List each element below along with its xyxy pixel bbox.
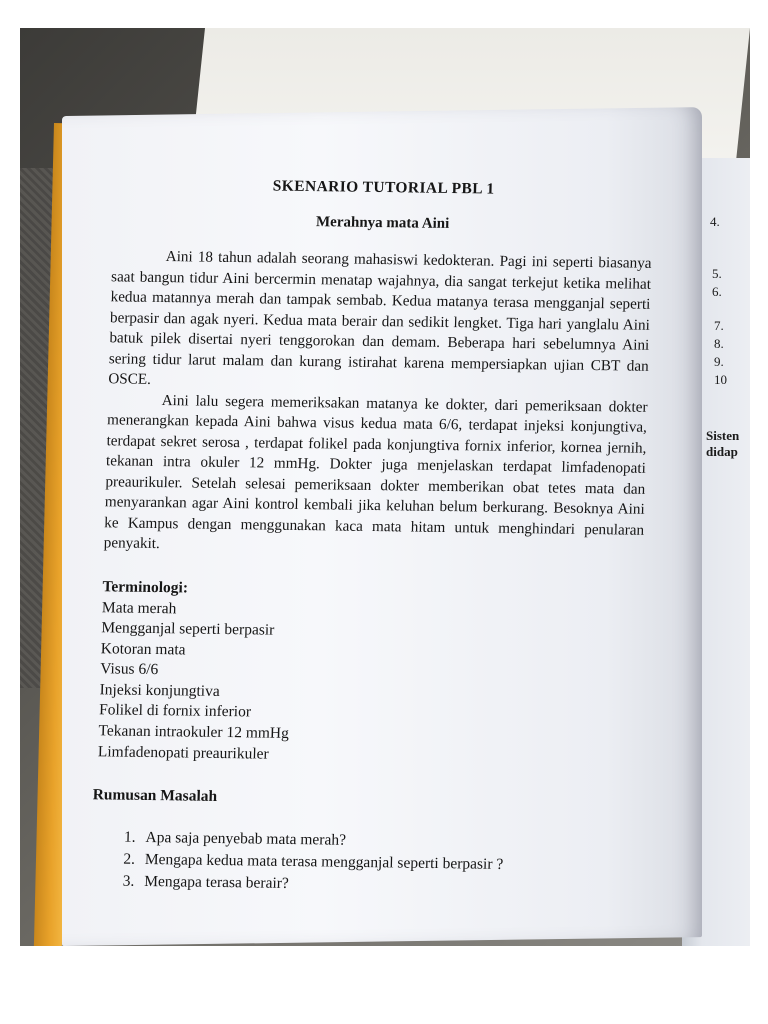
book-page [62,107,702,946]
list-item: Visus 6/6 [99,660,159,679]
right-page-number: 7. [714,318,724,333]
list-item: Injeksi konjungtiva [99,681,220,700]
list-item: 2. Mengapa kedua mata terasa mengganjal seperti berpasir ? [139,849,635,878]
scenario-paragraph-1: Aini 18 tahun adalah seorang mahasiswi kedokteran. Pagi ini seperti biasanya saat bangun tidur Aini bercermin menatap wajahnya, dia sangat terkejut ketika melihat kedua matannya merah dan tampak sembab. Kedua matanya terasa mengganjal seperti berpasir dan agak nyeri. Kedua mata berair dan sedikit lengket. Tiga hari yanglalu Aini batuk pilek disertai nyeri tenggorokan dan demam. Beberapa hari sebelumnya Aini sering tidur larut malam dan kurang istirahat karena mempersiapkan ujian CBT dan OSCE. [108,248,652,388]
rumusan-masalah-list [94,827,636,901]
right-page-number: 6. [712,284,722,299]
list-item: Kotoran mata [100,639,186,659]
terminologi-heading: Terminologi: [102,577,189,596]
list-item: Mengganjal seperti berpasir [101,619,275,639]
rumusan-masalah-heading: Rumusan Masalah [92,786,218,806]
photo-frame [20,28,750,946]
list-item: 3. Mengapa terasa berair? [138,871,634,900]
terminologi-list [98,598,642,770]
scenario-paragraph-2: Aini lalu segera memeriksakan matanya ke dokter, dari pemeriksaan dokter menerangkan kepada Aini bahwa visus kedua mata 6/6, terdapat injeksi konjungtiva, terdapat sekret serosa , terdapat folikel pada konjungtiva fornix inferior, kornea jernih, tekanan intra okuler 12 mmHg. Dokter juga menjelaskan terdapat limfadenopati preaurikuler. Setelah selesai pemeriksaan dokter memberikan obat tetes mata dan menyarankan agar Aini kontrol kembali jika keluhan belum berkurang. Besoknya Aini ke Kampus dengan menggunakan kaca mata hitam untuk menghindari penularan penyakit. [103,391,648,553]
right-page-number: 5. [712,266,722,281]
right-page-word: Sisten [706,428,740,443]
page-content [94,175,654,900]
right-page-number: 10 [714,372,727,387]
right-page-word: didap [706,444,738,459]
list-item: Folikel di fornix inferior [98,701,252,721]
document-title: SKENARIO TUTORIAL PBL 1 [272,177,495,198]
right-page-number: 9. [714,354,724,369]
list-item: Tekanan intraokuler 12 mmHg [98,722,290,742]
right-page-number: 4. [710,214,720,229]
right-page-number: 8. [714,336,724,351]
list-item: 1. Apa saja penyebab mata merah? [139,827,635,856]
list-item: Limfadenopati preaurikuler [97,742,269,763]
document-subtitle: Merahnya mata Aini [315,214,450,232]
list-item: Mata merah [101,598,177,617]
